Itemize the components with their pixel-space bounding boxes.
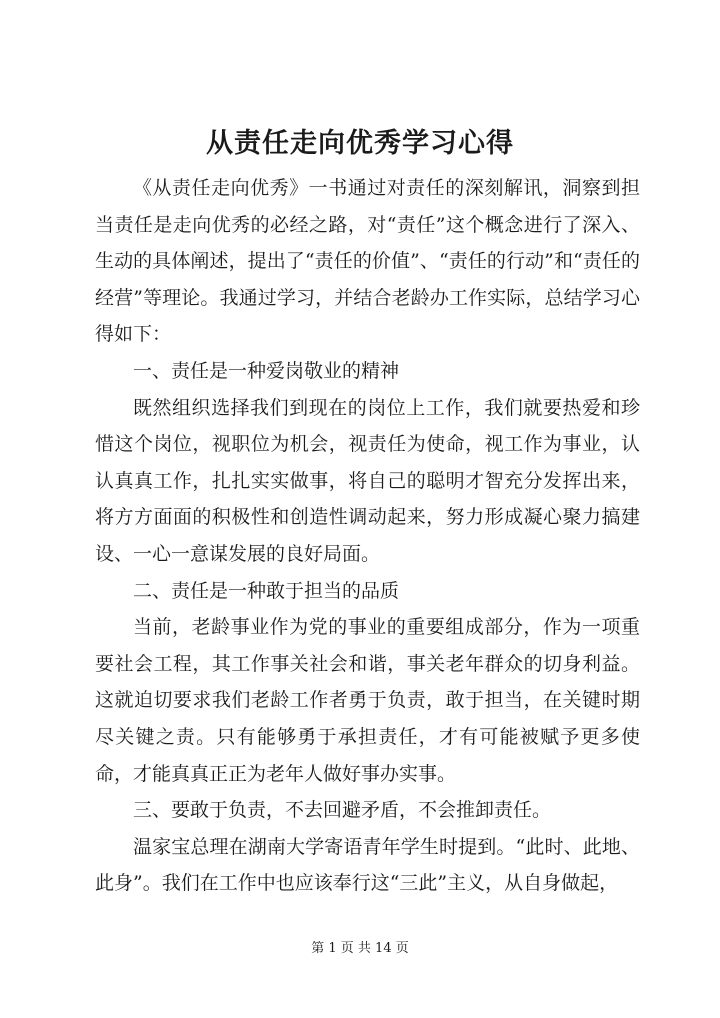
- document-body: [95, 170, 640, 902]
- section-heading-1: 一、责任是一种爱岗敬业的精神: [133, 359, 400, 382]
- section-heading-3: 三、要敢于负责，不去回避矛盾，不会推卸责任。: [133, 799, 552, 822]
- section-heading-2: 二、责任是一种敢于担当的品质: [133, 579, 400, 602]
- document-title: 从责任走向优秀学习心得: [206, 128, 514, 159]
- intro-paragraph: 《从责任走向优秀》一书通过对责任的深刻解讯，洞察到担当责任是走向优秀的必经之路，对“责任”这个概念进行了深入、生动的具体阐述，提出了“责任的价值”、“责任的行动”和“责任的经营”等理论。我通过学习，并结合老龄办工作实际，总结学习心得如下：: [95, 177, 640, 346]
- section-paragraph-1: 既然组织选择我们到现在的岗位上工作，我们就要热爱和珍惜这个岗位，视职位为机会，视责任为使命，视工作为事业，认认真真工作，扎扎实实做事，将自己的聪明才智充分发挥出来，将方方面面的积极性和创造性调动起来，努力形成凝心聚力搞建设、一心一意谋发展的良好局面。: [95, 396, 640, 565]
- section-paragraph-2: 当前，老龄事业作为党的事业的重要组成部分，作为一项重要社会工程，其工作事关社会和谐，事关老年群众的切身利益。这就迫切要求我们老龄工作者勇于负责，敢于担当，在关键时期尽关键之责。只有能够勇于承担责任，才有可能被赋予更多使命，才能真真正正为老年人做好事办实事。: [95, 616, 640, 785]
- page-footer: 第 1 页 共 14 页: [311, 941, 409, 956]
- section-paragraph-3: 温家宝总理在湖南大学寄语青年学生时提到。“此时、此地、此身”。我们在工作中也应该奉行这“三此”主义，从自身做起，: [95, 835, 640, 895]
